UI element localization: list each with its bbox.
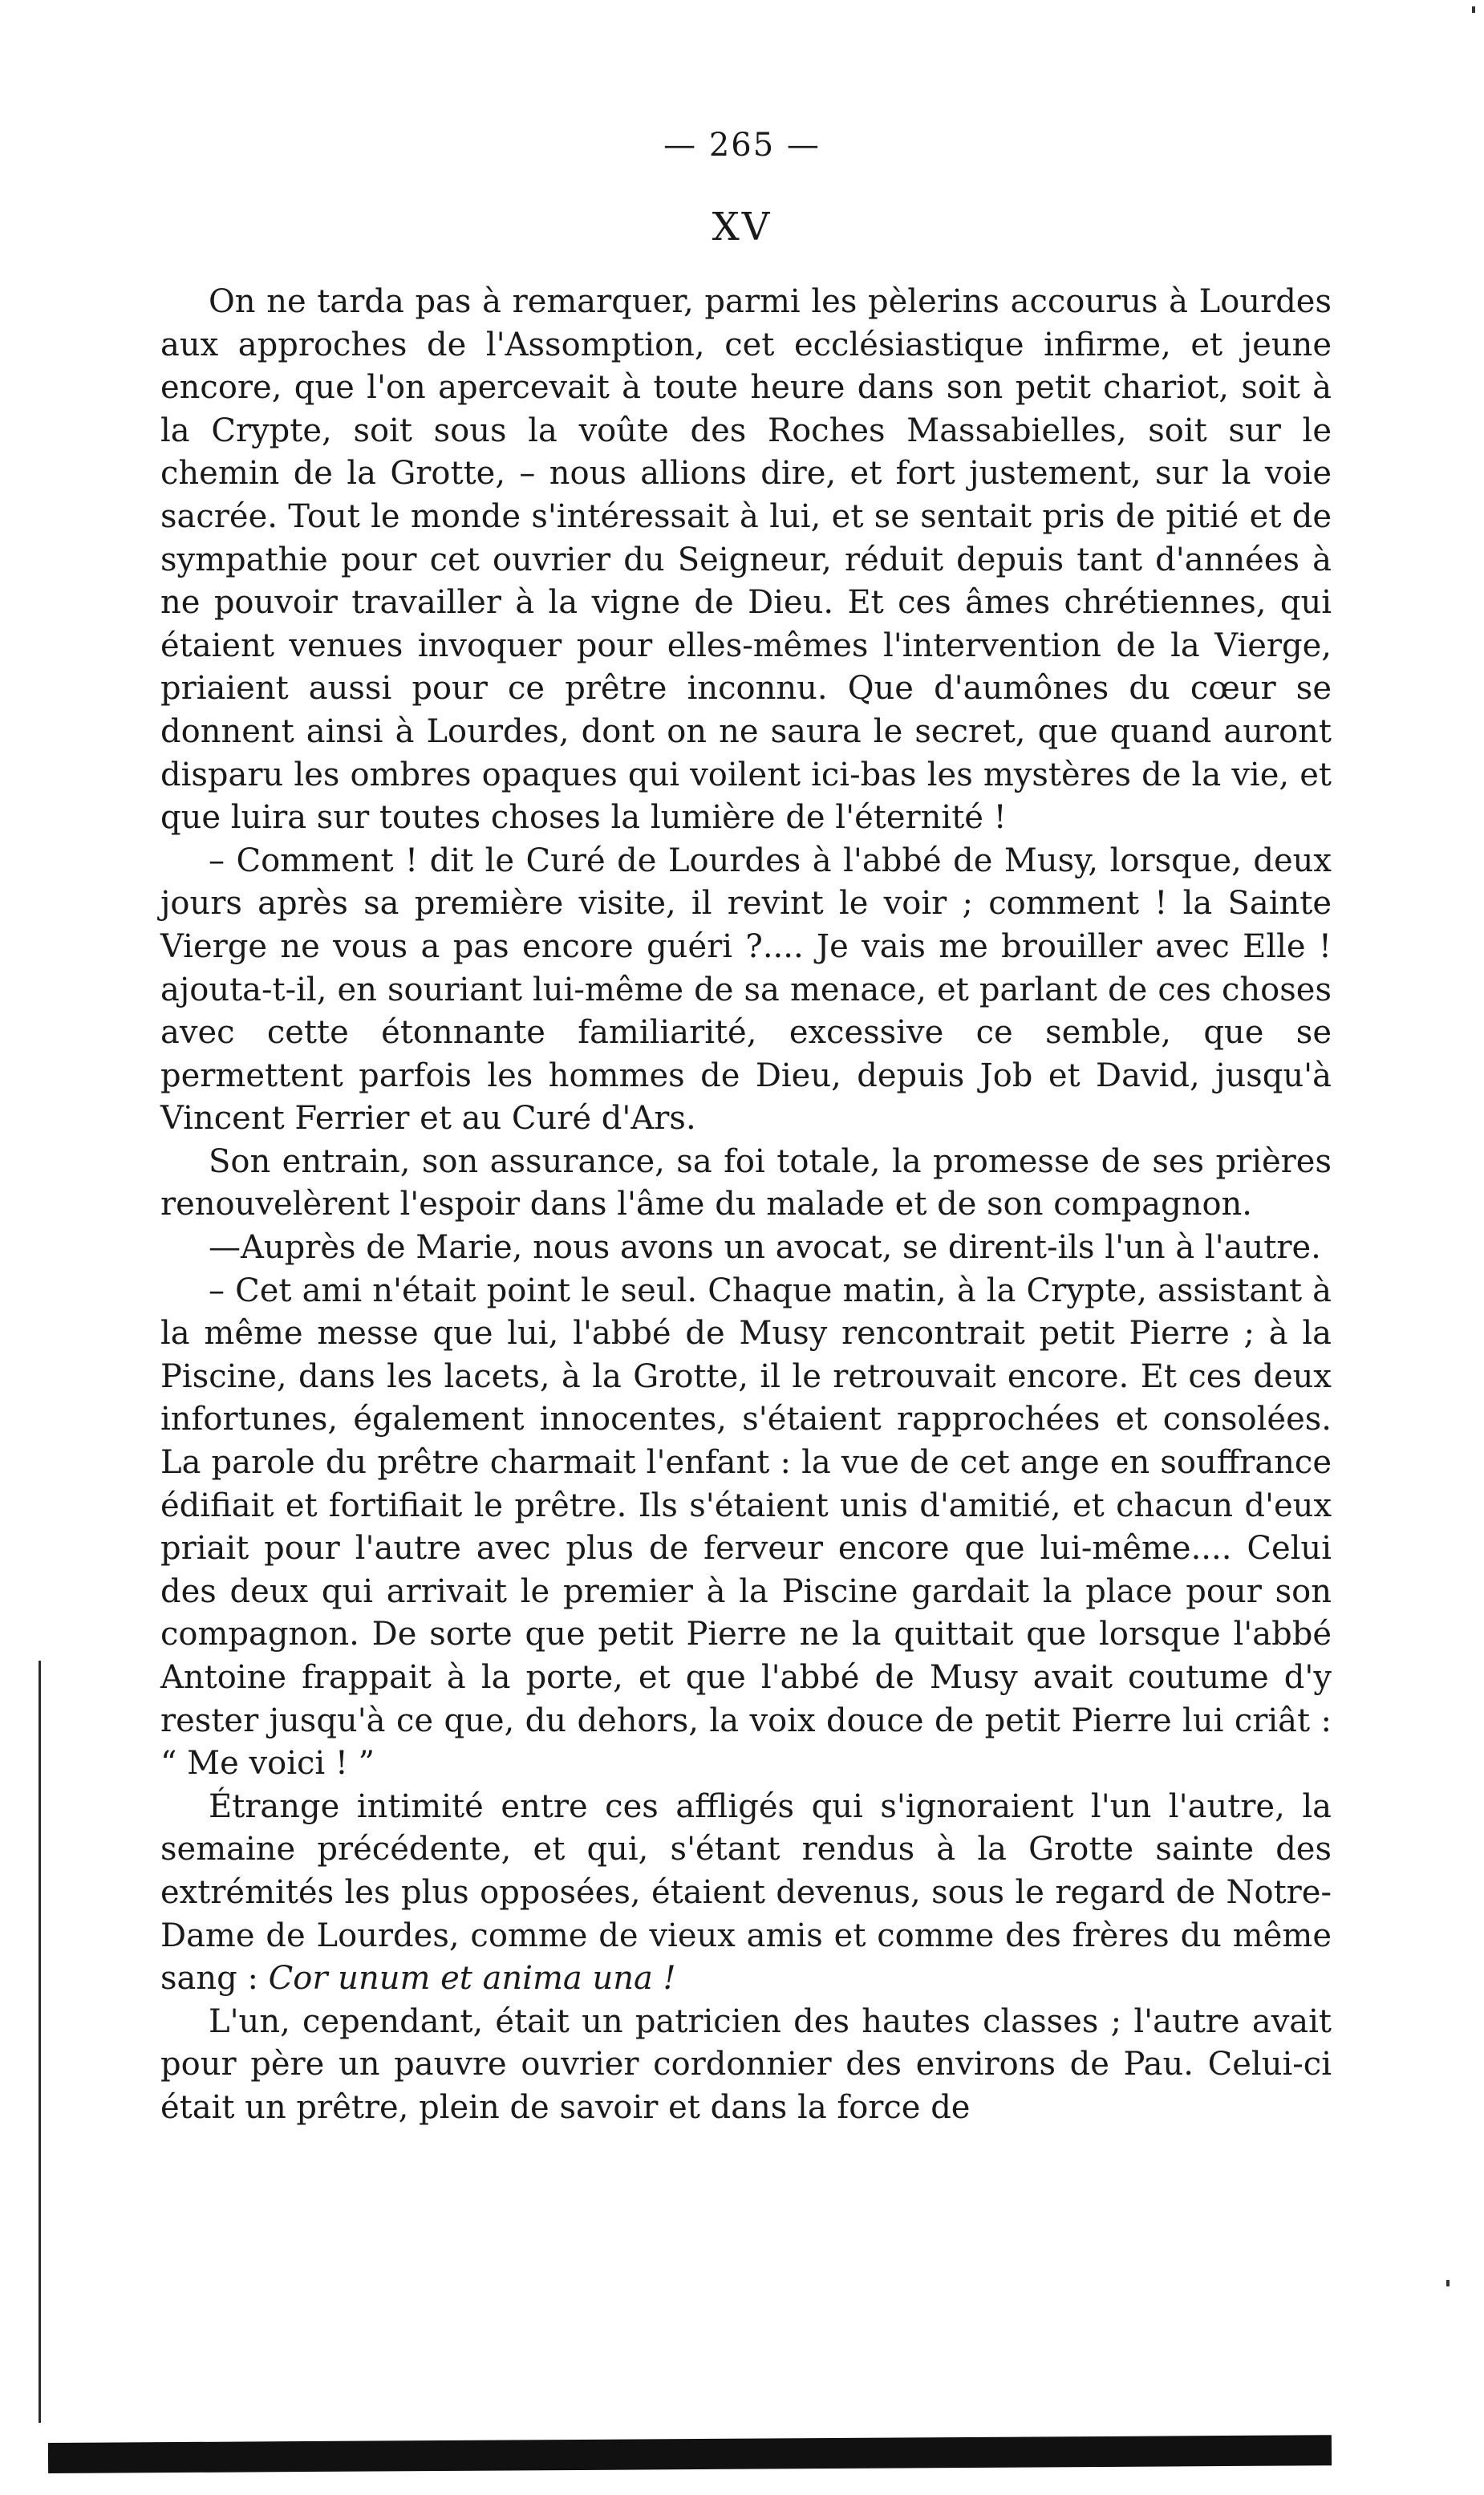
scan-speck	[1472, 6, 1475, 13]
paragraph-2: – Comment ! dit le Curé de Lourdes à l'abbé de Musy, lorsque, deux jours après sa première visite, il revint le voir ; comment ! la Sainte Vierge ne vous a pas encore guéri ?.... Je vais me brouiller avec Elle ! ajouta-t-il, en souriant lui-même de sa menace, et parlant de ces choses avec cette étonnante familiarité, excessive ce semble, que se permettent parfois les hommes de Dieu, depuis Job et David, jusqu'à Vincent Ferrier et au Curé d'Ars.	[160, 842, 1332, 1138]
chapter-heading: XV	[712, 205, 772, 250]
paragraph-3: Son entrain, son assurance, sa foi totale, la promesse de ses prières renouvelèrent l'espoir dans l'âme du malade et de son compagnon.	[160, 1142, 1332, 1223]
paragraph-7: L'un, cependant, était un patricien des hautes classes ; l'autre avait pour père un pauvre ouvrier cordonnier des environs de Pau. Celui-ci était un prêtre, plein de savoir et dans la force de	[160, 2002, 1332, 2126]
paragraph-5: – Cet ami n'était point le seul. Chaque matin, à la Crypte, assistant à la même messe que lui, l'abbé de Musy rencontrait petit Pierre ; à la Piscine, dans les lacets, à la Grotte, il le retrouvait encore. Et ces deux infortunes, également innocentes, s'étaient rapprochées et consolées. La parole du prêtre charmait l'enfant : la vue de cet ange en souffrance édifiait et fortifiait le prêtre. Ils s'étaient unis d'amitié, et chacun d'eux priait pour l'autre avec plus de ferveur encore que lui-même.... Celui des deux qui arrivait le premier à la Piscine gardait la place pour son compagnon. De sorte que petit Pierre ne la quittait que lorsque l'abbé Antoine frappait à la porte, et que l'abbé de Musy avait coutume d'y rester jusqu'à ce que, du dehors, la voix douce de petit Pierre lui criât : “ Me voici ! ”	[160, 1272, 1332, 1783]
page-number: — 265 —	[663, 127, 821, 164]
paragraph-6-text: Étrange intimité entre ces affligés qui s'ignoraient l'un l'autre, la semaine précédente, et qui, s'étant rendus à la Grotte sainte des extrémités les plus opposées, étaient devenus, sous le regard de Notre-Dame de Lourdes, comme de vieux amis et comme des frères du même sang :	[160, 1787, 1332, 1998]
paragraph-4: —Auprès de Marie, nous avons un avocat, se dirent-ils l'un à l'autre.	[209, 1229, 1321, 1267]
body-text	[160, 281, 1332, 2130]
scan-margin-line	[39, 1661, 41, 2423]
paragraph-6	[160, 1786, 1332, 2001]
paragraph-1: On ne tarda pas à remarquer, parmi les pèlerins accourus à Lourdes aux approches de l'Assomption, cet ecclésiastique infirme, et jeune encore, que l'on apercevait à toute heure dans son petit chariot, soit à la Crypte, soit sous la voûte des Roches Massabielles, soit sur le chemin de la Grotte, – nous allions dire, et fort justement, sur la voie sacrée. Tout le monde s'intéressait à lui, et se sentait pris de pitié et de sympathie pour cet ouvrier du Seigneur, réduit depuis tant d'années à ne pouvoir travailler à la vigne de Dieu. Et ces âmes chrétiennes, qui étaient venues invoquer pour elles-mêmes l'intervention de la Vierge, priaient aussi pour ce prêtre inconnu. Que d'aumônes du cœur se donnent ainsi à Lourdes, dont on ne saura le secret, que quand auront disparu les ombres opaques qui voilent ici-bas les mystères de la vie, et que luira sur toutes choses la lumière de l'éternité !	[160, 283, 1332, 837]
latin-motto: Cor unum et anima una !	[268, 1960, 676, 1998]
scan-speck	[1446, 2280, 1450, 2286]
scan-bottom-edge	[48, 2435, 1332, 2473]
